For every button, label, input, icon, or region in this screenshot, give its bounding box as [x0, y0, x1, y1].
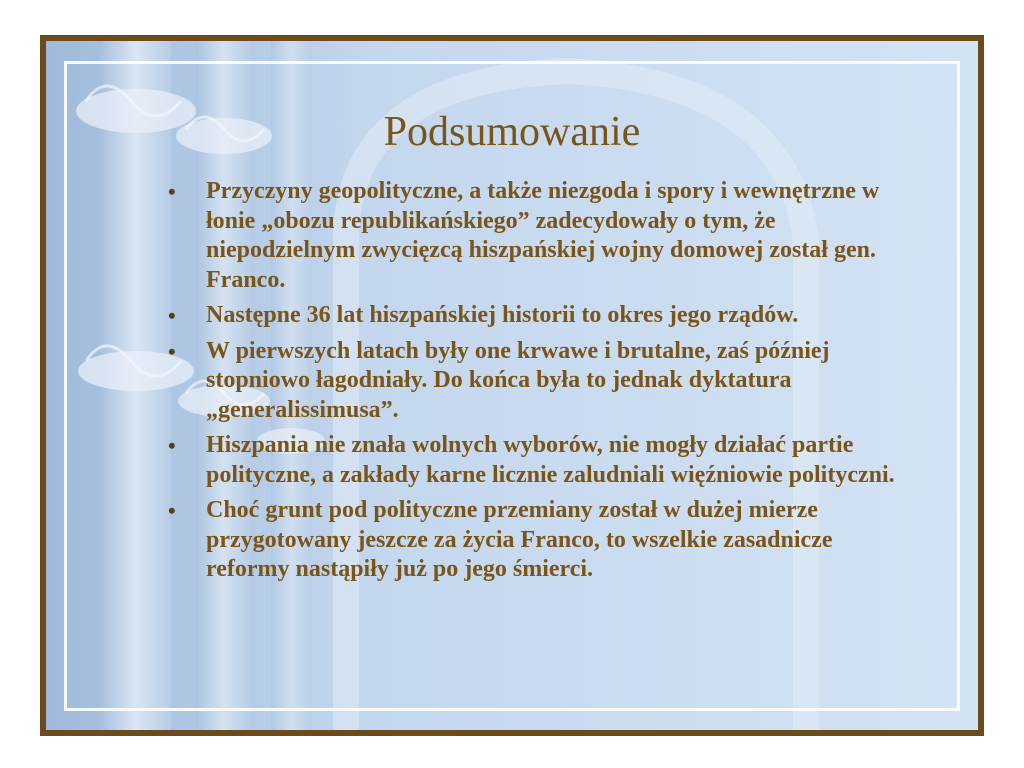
- bullet-dot-icon: •: [168, 303, 176, 328]
- bullet-item: [168, 301, 908, 331]
- bullet-item: [168, 496, 908, 585]
- bullet-text: Hiszpania nie znała wolnych wyborów, nie mogły działać partie polityczne, a zakłady karne licznie zaludniali więźniowie polityczni.: [206, 432, 895, 488]
- slide-title: Podsumowanie: [383, 109, 641, 155]
- bullet-text: W pierwszych latach były one krwawe i brutalne, zaś później stopniowo łagodniały. Do końca była to jednak dyktatura „generalissimusa”.: [206, 337, 830, 423]
- bullet-list: [168, 177, 908, 591]
- bullet-dot-icon: •: [168, 498, 176, 523]
- bullet-text: Przyczyny geopolityczne, a także niezgoda i spory i wewnętrzne w łonie „obozu republikańskiego” zadecydowały o tym, że niepodzielnym zwycięzcą hiszpańskiej wojny domowej został gen. Franco.: [206, 178, 880, 293]
- bullet-dot-icon: •: [168, 433, 176, 458]
- bullet-dot-icon: •: [168, 179, 176, 204]
- bullet-dot-icon: •: [168, 338, 176, 364]
- bullet-item: [168, 337, 908, 426]
- bullet-text: Choć grunt pod polityczne przemiany został w dużej mierze przygotowany jeszcze za życia Franco, to wszelkie zasadnicze reformy nastąpiły już po jego śmierci.: [206, 497, 833, 582]
- bullet-text: Następne 36 lat hiszpańskiej historii to okres jego rządów.: [206, 302, 799, 328]
- bullet-item: [168, 177, 908, 295]
- bullet-item: [168, 431, 908, 490]
